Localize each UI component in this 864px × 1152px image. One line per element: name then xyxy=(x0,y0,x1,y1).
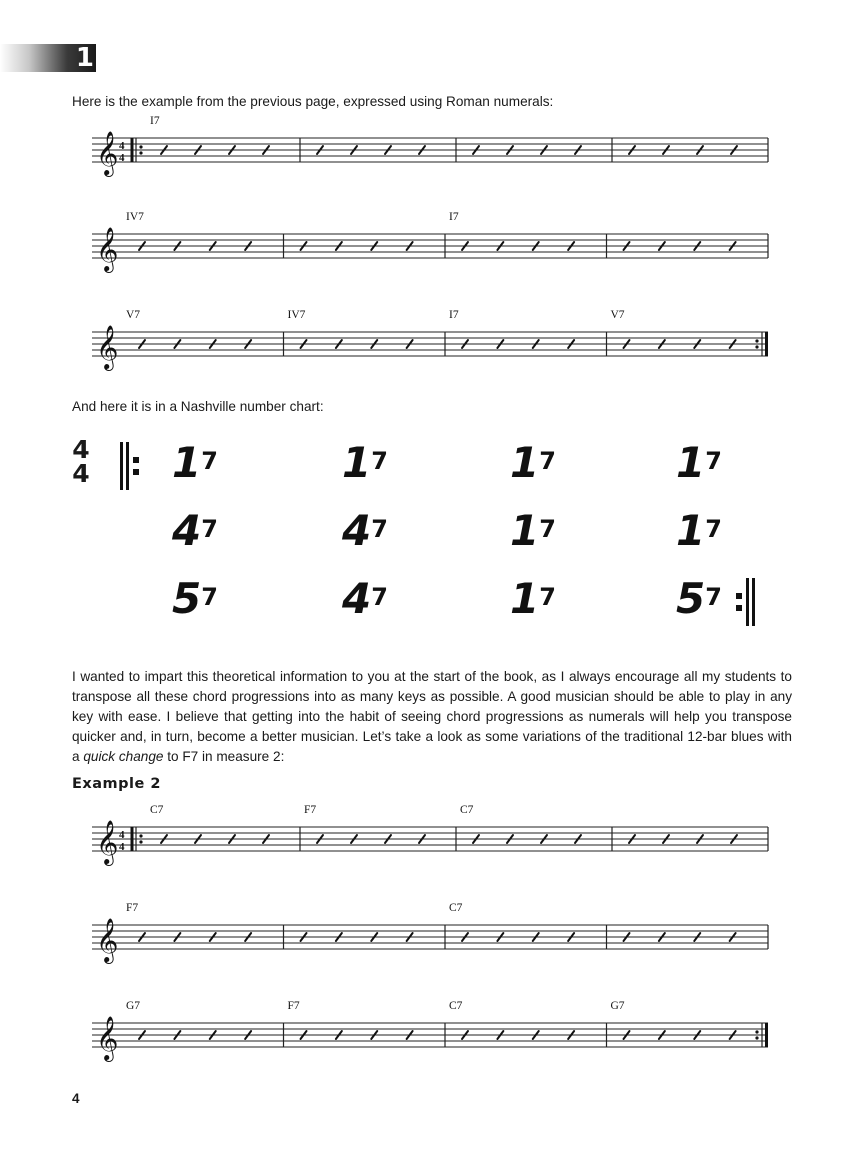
chord-symbol: G7 xyxy=(126,1000,141,1012)
time-signature-bottom: 4 xyxy=(119,841,125,853)
time-signature-bottom: 4 xyxy=(72,459,90,488)
nashville-extension: 7 xyxy=(539,447,556,475)
nashville-chord xyxy=(342,508,422,558)
treble-clef-icon: 𝄞 xyxy=(96,131,119,175)
nashville-chord xyxy=(172,440,252,490)
intro-text: Here is the example from the previous page, expressed using Roman numerals: xyxy=(72,94,554,109)
chapter-number: 1 xyxy=(75,43,94,73)
nashville-extension: 7 xyxy=(201,515,218,543)
repeat-dot xyxy=(755,339,758,342)
nashville-extension: 7 xyxy=(705,515,722,543)
nashville-degree: 1 xyxy=(342,438,372,487)
nashville-degree: 4 xyxy=(342,574,372,623)
repeat-dot xyxy=(755,1030,758,1033)
treble-clef-icon: 𝄞 xyxy=(96,918,119,962)
treble-clef-icon: 𝄞 xyxy=(96,325,119,369)
repeat-end-sign xyxy=(736,578,760,626)
chord-symbol: IV7 xyxy=(287,309,306,321)
nashville-extension: 7 xyxy=(539,515,556,543)
nashville-chord xyxy=(676,508,756,558)
chord-symbol: C7 xyxy=(150,804,164,816)
treble-clef-icon: 𝄞 xyxy=(96,1016,119,1060)
nashville-chord xyxy=(510,440,590,490)
nashville-extension: 7 xyxy=(201,447,218,475)
chord-symbol: C7 xyxy=(449,902,463,914)
chord-symbol: C7 xyxy=(460,804,474,816)
chord-symbol: V7 xyxy=(126,309,141,321)
body-text-part-1: I wanted to impart this theoretical information to you at the start of the book, as I always encourage all my students to transpose all these chord progressions into as many keys as possible. A good musician should be able to play in any key with ease. I believe that getting into the habit of seeing chord progressions as numerals will help you transpose quicker and, in turn, become a better musician. Let’s take a look as some variations of the traditional 12-bar blues with a xyxy=(72,669,792,764)
staff-example-2 xyxy=(0,903,864,983)
nashville-extension: 7 xyxy=(705,447,722,475)
nashville-chord xyxy=(342,440,422,490)
repeat-dot xyxy=(139,840,142,843)
nashville-chord xyxy=(172,508,252,558)
time-signature-bottom: 4 xyxy=(119,152,125,164)
nashville-time-signature xyxy=(72,435,90,488)
chord-symbol: I7 xyxy=(150,115,160,127)
repeat-dot xyxy=(139,151,142,154)
nashville-extension: 7 xyxy=(539,583,556,611)
nashville-degree: 1 xyxy=(510,574,540,623)
repeat-dot xyxy=(755,1036,758,1039)
chord-symbol: C7 xyxy=(449,1000,463,1012)
chord-symbol: I7 xyxy=(449,211,459,223)
staff-example-1 xyxy=(0,805,864,885)
chord-symbol: F7 xyxy=(126,902,139,914)
nashville-extension: 7 xyxy=(705,583,722,611)
nashville-chord xyxy=(676,440,756,490)
chord-symbol: V7 xyxy=(610,309,625,321)
time-signature-top: 4 xyxy=(119,829,125,841)
chord-symbol: F7 xyxy=(287,1000,300,1012)
nashville-extension: 7 xyxy=(371,583,388,611)
chord-symbol: G7 xyxy=(610,1000,625,1012)
nashville-extension: 7 xyxy=(201,583,218,611)
nashville-intro-text: And here it is in a Nashville number chart: xyxy=(72,399,324,414)
body-text-part-2: to F7 in measure 2: xyxy=(163,749,285,764)
nashville-degree: 5 xyxy=(172,574,202,623)
time-signature-top: 4 xyxy=(119,140,125,152)
nashville-extension: 7 xyxy=(371,515,388,543)
nashville-degree: 4 xyxy=(172,506,202,555)
chapter-tab xyxy=(0,44,96,72)
body-emphasis: quick change xyxy=(83,749,164,764)
nashville-chord xyxy=(342,576,422,626)
repeat-dot xyxy=(139,145,142,148)
page-number: 4 xyxy=(72,1091,80,1106)
body-paragraph xyxy=(72,667,792,767)
nashville-degree: 1 xyxy=(510,438,540,487)
chord-symbol: I7 xyxy=(449,309,459,321)
staff-roman-1 xyxy=(0,116,864,196)
nashville-degree: 4 xyxy=(342,506,372,555)
staff-example-3 xyxy=(0,1001,864,1081)
nashville-degree: 5 xyxy=(676,574,706,623)
repeat-dot xyxy=(755,345,758,348)
nashville-degree: 1 xyxy=(172,438,202,487)
repeat-dot xyxy=(139,834,142,837)
nashville-degree: 1 xyxy=(676,506,706,555)
treble-clef-icon: 𝄞 xyxy=(96,227,119,271)
time-signature-top: 4 xyxy=(72,435,90,464)
treble-clef-icon: 𝄞 xyxy=(96,820,119,864)
nashville-degree: 1 xyxy=(676,438,706,487)
nashville-degree: 1 xyxy=(510,506,540,555)
staff-roman-3 xyxy=(0,310,864,390)
example-heading: Example 2 xyxy=(72,776,161,792)
chord-symbol: IV7 xyxy=(126,211,144,223)
nashville-extension: 7 xyxy=(371,447,388,475)
nashville-chord xyxy=(172,576,252,626)
chord-symbol: F7 xyxy=(304,804,317,816)
nashville-chord xyxy=(510,576,590,626)
nashville-chord xyxy=(510,508,590,558)
staff-roman-2 xyxy=(0,212,864,292)
repeat-start-sign xyxy=(120,442,144,490)
